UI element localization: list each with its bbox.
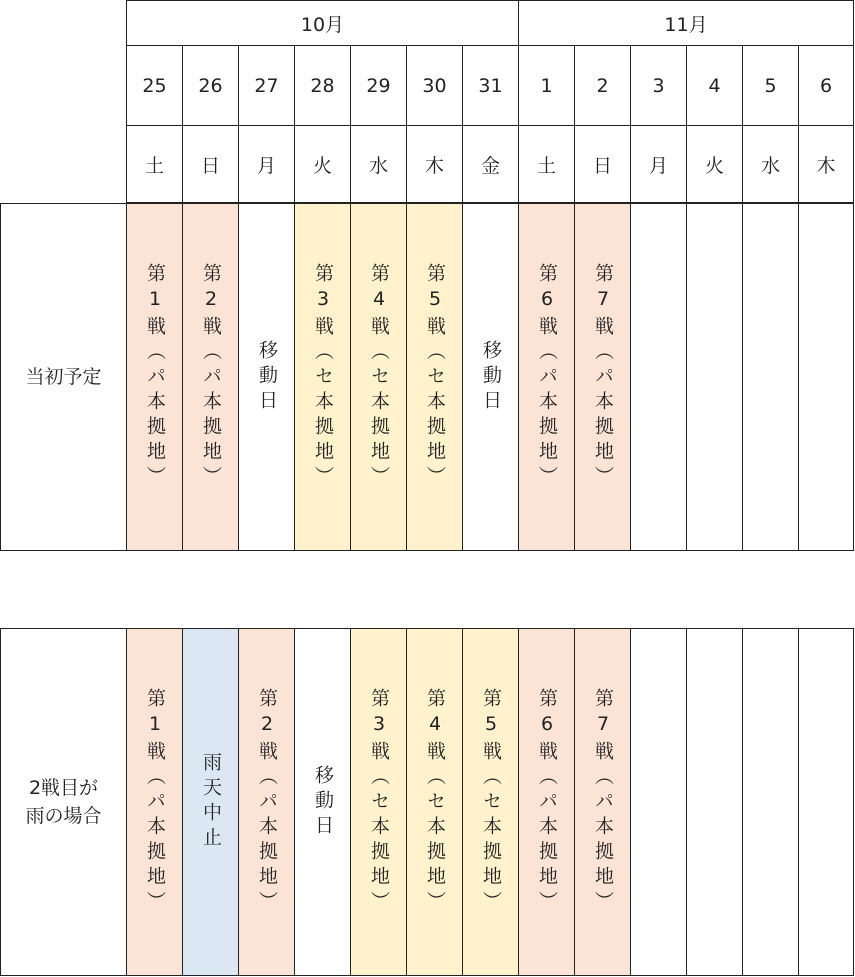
date-cell: 6	[798, 46, 854, 126]
game-label: 第4戦（セ本拠地）	[368, 263, 390, 491]
game-label: 第6戦（パ本拠地）	[536, 688, 558, 916]
game-label: 雨天中止	[200, 752, 222, 852]
date-cell: 2	[574, 46, 630, 126]
weekday-cell: 土	[518, 126, 574, 203]
game-label: 第3戦（セ本拠地）	[368, 688, 390, 916]
row-label-text: 当初予定	[25, 365, 102, 388]
date-cell: 30	[406, 46, 462, 126]
game-label: 移動日	[256, 339, 278, 415]
weekday-cell: 木	[798, 126, 854, 203]
game-cell	[294, 203, 350, 551]
weekday-cell: 水	[742, 126, 798, 203]
empty-cell	[686, 203, 742, 551]
game-cell	[182, 628, 238, 976]
weekday-cell: 木	[406, 126, 462, 203]
empty-cell	[798, 628, 854, 976]
empty-cell	[630, 203, 686, 551]
weekday-cell: 月	[630, 126, 686, 203]
game-cell	[350, 628, 406, 976]
game-label: 第3戦（セ本拠地）	[312, 263, 334, 491]
game-label: 第4戦（セ本拠地）	[424, 688, 446, 916]
row-label-text: 2戦目が 雨の場合	[25, 776, 102, 827]
game-label: 第7戦（パ本拠地）	[592, 263, 614, 491]
row-label	[0, 203, 126, 551]
weekday-cell: 日	[182, 126, 238, 203]
game-cell	[350, 203, 406, 551]
game-cell	[182, 203, 238, 551]
date-cell: 29	[350, 46, 406, 126]
date-cell: 5	[742, 46, 798, 126]
date-cell: 3	[630, 46, 686, 126]
game-cell	[574, 203, 630, 551]
empty-cell	[798, 203, 854, 551]
game-label: 第2戦（パ本拠地）	[256, 688, 278, 916]
game-cell	[518, 628, 574, 976]
date-cell: 26	[182, 46, 238, 126]
game-cell	[406, 628, 462, 976]
game-cell	[406, 203, 462, 551]
game-cell	[574, 628, 630, 976]
game-cell	[518, 203, 574, 551]
game-cell	[238, 203, 294, 551]
weekday-cell: 火	[294, 126, 350, 203]
game-cell	[462, 203, 518, 551]
empty-cell	[742, 628, 798, 976]
weekday-cell: 土	[126, 126, 182, 203]
game-label: 第2戦（パ本拠地）	[200, 263, 222, 491]
game-label: 第1戦（パ本拠地）	[144, 263, 166, 491]
weekday-cell: 月	[238, 126, 294, 203]
date-cell: 27	[238, 46, 294, 126]
game-label: 移動日	[312, 764, 334, 840]
game-cell	[126, 203, 182, 551]
game-label: 第5戦（セ本拠地）	[480, 688, 502, 916]
game-label: 第5戦（セ本拠地）	[424, 263, 446, 491]
game-label: 第6戦（パ本拠地）	[536, 263, 558, 491]
date-cell: 1	[518, 46, 574, 126]
empty-cell	[742, 203, 798, 551]
weekday-cell: 火	[686, 126, 742, 203]
row-label	[0, 628, 126, 976]
weekday-cell: 日	[574, 126, 630, 203]
weekday-cell: 水	[350, 126, 406, 203]
game-label: 第1戦（パ本拠地）	[144, 688, 166, 916]
month-header-oct: 10月	[126, 0, 518, 46]
game-label: 第7戦（パ本拠地）	[592, 688, 614, 916]
date-cell: 25	[126, 46, 182, 126]
game-label: 移動日	[480, 339, 502, 415]
empty-cell	[686, 628, 742, 976]
empty-cell	[630, 628, 686, 976]
date-cell: 4	[686, 46, 742, 126]
game-cell	[462, 628, 518, 976]
date-cell: 28	[294, 46, 350, 126]
game-cell	[238, 628, 294, 976]
game-cell	[126, 628, 182, 976]
month-header-nov: 11月	[518, 0, 854, 46]
weekday-cell: 金	[462, 126, 518, 203]
date-cell: 31	[462, 46, 518, 126]
game-cell	[294, 628, 350, 976]
